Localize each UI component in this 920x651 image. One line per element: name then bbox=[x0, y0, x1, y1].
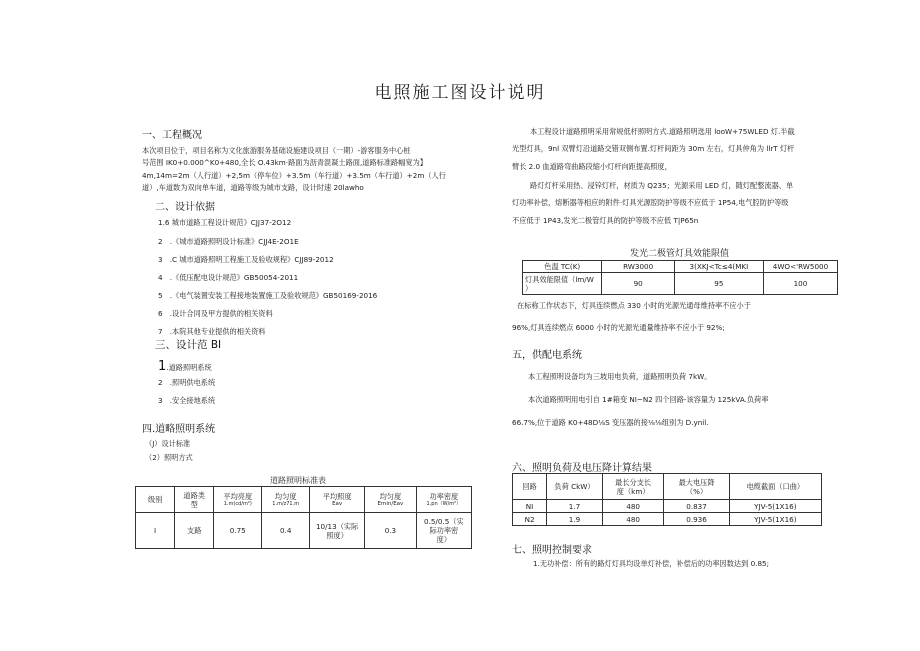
table-cell: 0.4 bbox=[262, 513, 310, 549]
paragraph-line: 臂长 2.0 血道路弯曲路段缩小灯杆向距提高照度， bbox=[512, 162, 672, 171]
basis-item: 3 .C 城市道路照明工程施工及验收规程》CJJ89-2012 bbox=[158, 255, 334, 264]
table-cell: 90 bbox=[602, 273, 674, 295]
section-4-heading: 四.道略照明系统 bbox=[142, 424, 216, 435]
section-1-heading: 一、工程概况 bbox=[142, 130, 202, 141]
section-5-heading: 五，供配电系统 bbox=[512, 350, 582, 361]
basis-item: 2 .《城市道路照明设计标准》CJJ4E-2O1E bbox=[158, 237, 299, 246]
table-header-cell: 平均照度 Eav bbox=[310, 487, 365, 513]
table-header-row bbox=[136, 487, 472, 513]
paragraph-line: 路灯灯杆采用热、浸锌灯杆，材质为 Q235；光源采用 LED 灯，随灯配整流器、单 bbox=[530, 181, 794, 190]
basis-item: 1.6 城市道路工程设计规范》CJJ37-2O12 bbox=[158, 218, 292, 227]
table-header-cell: 最大电压降 （%） bbox=[664, 474, 729, 500]
table-row bbox=[523, 273, 838, 295]
table-cell: 0.3 bbox=[365, 513, 417, 549]
efficacy-table-title: 发光二极管灯具效能限值 bbox=[630, 249, 730, 259]
table-header-cell: 回路 bbox=[513, 474, 547, 500]
basis-item: 4 .《低压配电设计规范》GB50054-2011 bbox=[158, 273, 299, 282]
scope-item-1-number: 1 bbox=[158, 359, 167, 374]
table-header-cell: RW3000 bbox=[602, 261, 674, 273]
paragraph-line: 96%,灯具连续燃点 6000 小时的光源光通量维持率不应小于 92%; bbox=[512, 323, 725, 332]
scope-item-1 bbox=[158, 355, 212, 374]
table-header-cell: 道路类 型 bbox=[175, 487, 214, 513]
table-header-cell: 平均亮度 1.m(cd/m²) bbox=[214, 487, 262, 513]
basis-item: 6 .设计合同及甲方提供的相关资料 bbox=[158, 309, 273, 318]
scope-item-1-text: .道路照明系统 bbox=[166, 363, 212, 372]
table-cell: 1.7 bbox=[547, 500, 603, 513]
table-header-cell: 均匀度 Emin/Eav bbox=[365, 487, 417, 513]
paragraph-line: 本工程设计道路照明采用常规低杆照明方式.道路照明选用 looW+75WLED 灯.半截 bbox=[530, 127, 795, 136]
table-header-row bbox=[523, 261, 838, 273]
section-7-heading: 七、照明控制要求 bbox=[512, 545, 592, 556]
table-cell: 95 bbox=[674, 273, 763, 295]
section-1-line: 本次项目位于，项目名称为文化旅游服务基础设施建设项目（一期）-游客服务中心桩 bbox=[142, 146, 411, 155]
table-cell: I bbox=[136, 513, 175, 549]
table-cell: 0.936 bbox=[664, 513, 729, 526]
paragraph-line: 本次道路照明用电引自 1#箱变 NI~N2 四个回路-该容量为 125kVA.负荷率 bbox=[528, 395, 769, 404]
section-1-line: 道）,车道数为双向单车道，道路等级为城市支路，设计时速 20lawho bbox=[142, 183, 364, 192]
table-cell: 10/13（实际 照度） bbox=[310, 513, 365, 549]
section-1-line: 号范围 IK0+0.000^K0+480,全长 O.43km·路面为沥青混凝土路面,道路标准路幅宽为】 bbox=[142, 158, 427, 167]
table-cell: YJV-5(1X16) bbox=[729, 500, 821, 513]
table-row bbox=[513, 513, 822, 526]
table-cell: 0.75 bbox=[214, 513, 262, 549]
table-header-cell: 3(XKJ<Tc≤4(MKI bbox=[674, 261, 763, 273]
paragraph-line: 本工程照明设备均为三坡用电负荷，道路照明负荷 7kW。 bbox=[528, 372, 712, 381]
basis-item: 5 .《电气装置安装工程接地装置施工及验收规范》GB50169-2016 bbox=[158, 291, 378, 300]
paragraph-line: 在标称工作状态下，灯具连续燃点 330 小时的光源光通母维持率不应小于 bbox=[517, 301, 751, 310]
page-title: 电照施工图设计说明 bbox=[374, 83, 546, 103]
table-cell: 1.9 bbox=[547, 513, 603, 526]
section-1-line: 4m,14m=2m（人行道）+2,5m（停车位）+3.5m（车行道）+3.5m（车行道）+2m（人行 bbox=[142, 171, 446, 180]
table-cell: 480 bbox=[602, 500, 664, 513]
road-lighting-table bbox=[135, 486, 472, 549]
table-header-cell: 级别 bbox=[136, 487, 175, 513]
basis-item: 7 .本院其他专业提供的相关资料 bbox=[158, 327, 266, 336]
table-header-cell: 功率密度 1.pn（W/m²） bbox=[416, 487, 471, 513]
table-cell: 0.837 bbox=[664, 500, 729, 513]
table-row bbox=[136, 513, 472, 549]
calc-table bbox=[512, 473, 822, 526]
table-header-cell: 色温 TC(K) bbox=[523, 261, 602, 273]
table-cell: 480 bbox=[602, 513, 664, 526]
paragraph-line: 不应低于 1P43,发光二极管灯具的防护等级不应低 T|P65n bbox=[512, 216, 699, 225]
table-row bbox=[513, 500, 822, 513]
efficacy-table bbox=[522, 260, 838, 295]
section-2-heading: 二、设计依据 bbox=[155, 202, 215, 213]
table-header-cell: 负荷 CkW） bbox=[547, 474, 603, 500]
table-cell: NI bbox=[513, 500, 547, 513]
table-header-cell: 最长分支长 度（km） bbox=[602, 474, 664, 500]
paragraph-line: 66.7%,位于道路 K0+48D⅛S 变压器的接⅛⅛组别为 D.ynil. bbox=[512, 418, 709, 427]
table-header-cell: 4WO<'RW5000 bbox=[763, 261, 837, 273]
section-4-sub: （2）照明方式 bbox=[145, 453, 193, 462]
scope-item: 2 .照明供电系统 bbox=[158, 378, 216, 387]
paragraph-line: 灯功率补偿，熔断器等相应的附件·灯具光源腔防护等级不应低于 1P54,电气腔防护等级 bbox=[512, 198, 789, 207]
table-cell: 0.5/0.5（实 际功率密 度） bbox=[416, 513, 471, 549]
table-cell: YJV-5(1X16) bbox=[729, 513, 821, 526]
table-header-cell: 均匀度 1.m/z71.m bbox=[262, 487, 310, 513]
section-6-heading: 六、照明负荷及电压降计算结果 bbox=[512, 463, 652, 474]
section-4-sub: （J）设计标准 bbox=[145, 439, 191, 448]
table-cell: 支路 bbox=[175, 513, 214, 549]
section-3-heading: 三、设计范 BI bbox=[155, 339, 222, 351]
scope-item: 3 .安全接地系统 bbox=[158, 396, 216, 405]
table-cell: 100 bbox=[763, 273, 837, 295]
paragraph-line: 光型灯具，9nl 双臂灯沿道路交错双侧布置.灯杆间距为 30m 左右，灯具仲角为 llrT 灯杆 bbox=[512, 144, 795, 153]
table-header-cell: 电缆截面（口曲） bbox=[729, 474, 821, 500]
road-table-title: 道路照明标准表 bbox=[270, 476, 326, 485]
table-cell: N2 bbox=[513, 513, 547, 526]
table-header-row bbox=[513, 474, 822, 500]
paragraph-line: 1.无功补偿：所有的路灯灯具均设单灯补偿，补偿后的功率因数达到 0.85; bbox=[533, 559, 770, 568]
table-cell: 灯具效能限值（lm/W ） bbox=[523, 273, 602, 295]
